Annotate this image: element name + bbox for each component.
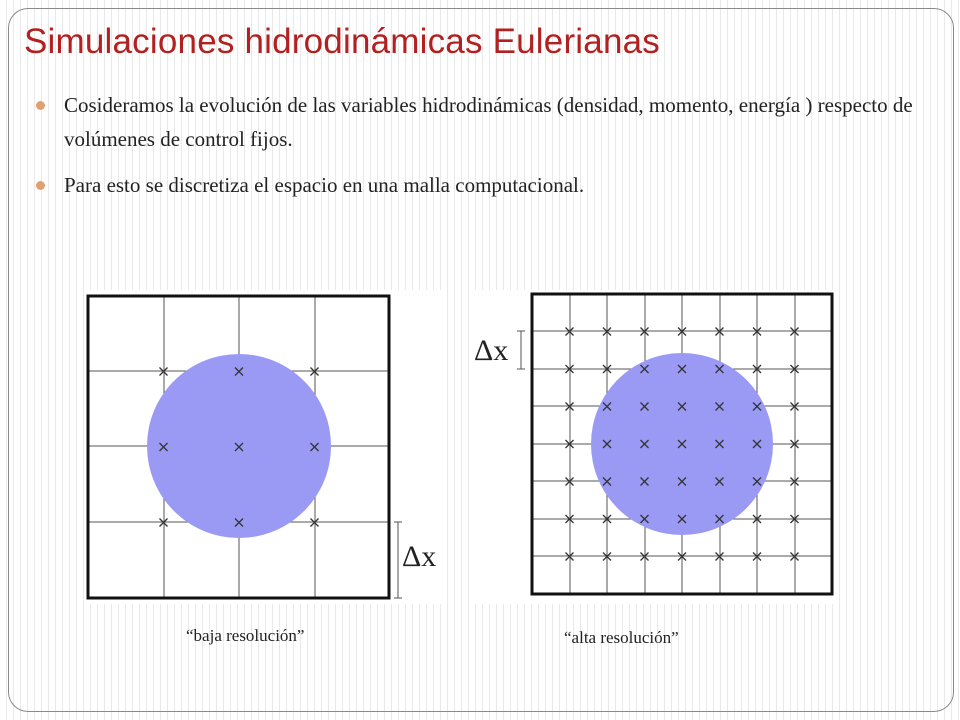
bullet-text: Cosideramos la evolución de las variables hidrodinámicas (densidad, momento, energía ) respecto de volúmenes de control fijos. — [64, 93, 913, 151]
page-title: Simulaciones hidrodinámicas Eulerianas — [24, 22, 660, 61]
dx-bracket — [517, 331, 525, 369]
bullet-dot-icon — [36, 181, 45, 190]
bullet-text: Para esto se discretiza el espacio en una malla computacional. — [64, 173, 585, 197]
low-resolution-caption: “baja resolución” — [186, 626, 305, 645]
bullet-dot-icon — [36, 101, 45, 110]
low-resolution-grid-figure — [86, 290, 442, 604]
dx-bracket — [394, 522, 402, 598]
dx-label: Δx — [402, 540, 437, 573]
bullet-item — [36, 88, 916, 156]
dx-label: Δx — [474, 334, 509, 367]
bullet-list — [36, 88, 916, 214]
fluid-disk — [147, 354, 331, 538]
bullet-item — [36, 168, 916, 202]
high-resolution-grid-figure — [470, 290, 836, 604]
high-resolution-caption: “alta resolución” — [564, 628, 679, 647]
